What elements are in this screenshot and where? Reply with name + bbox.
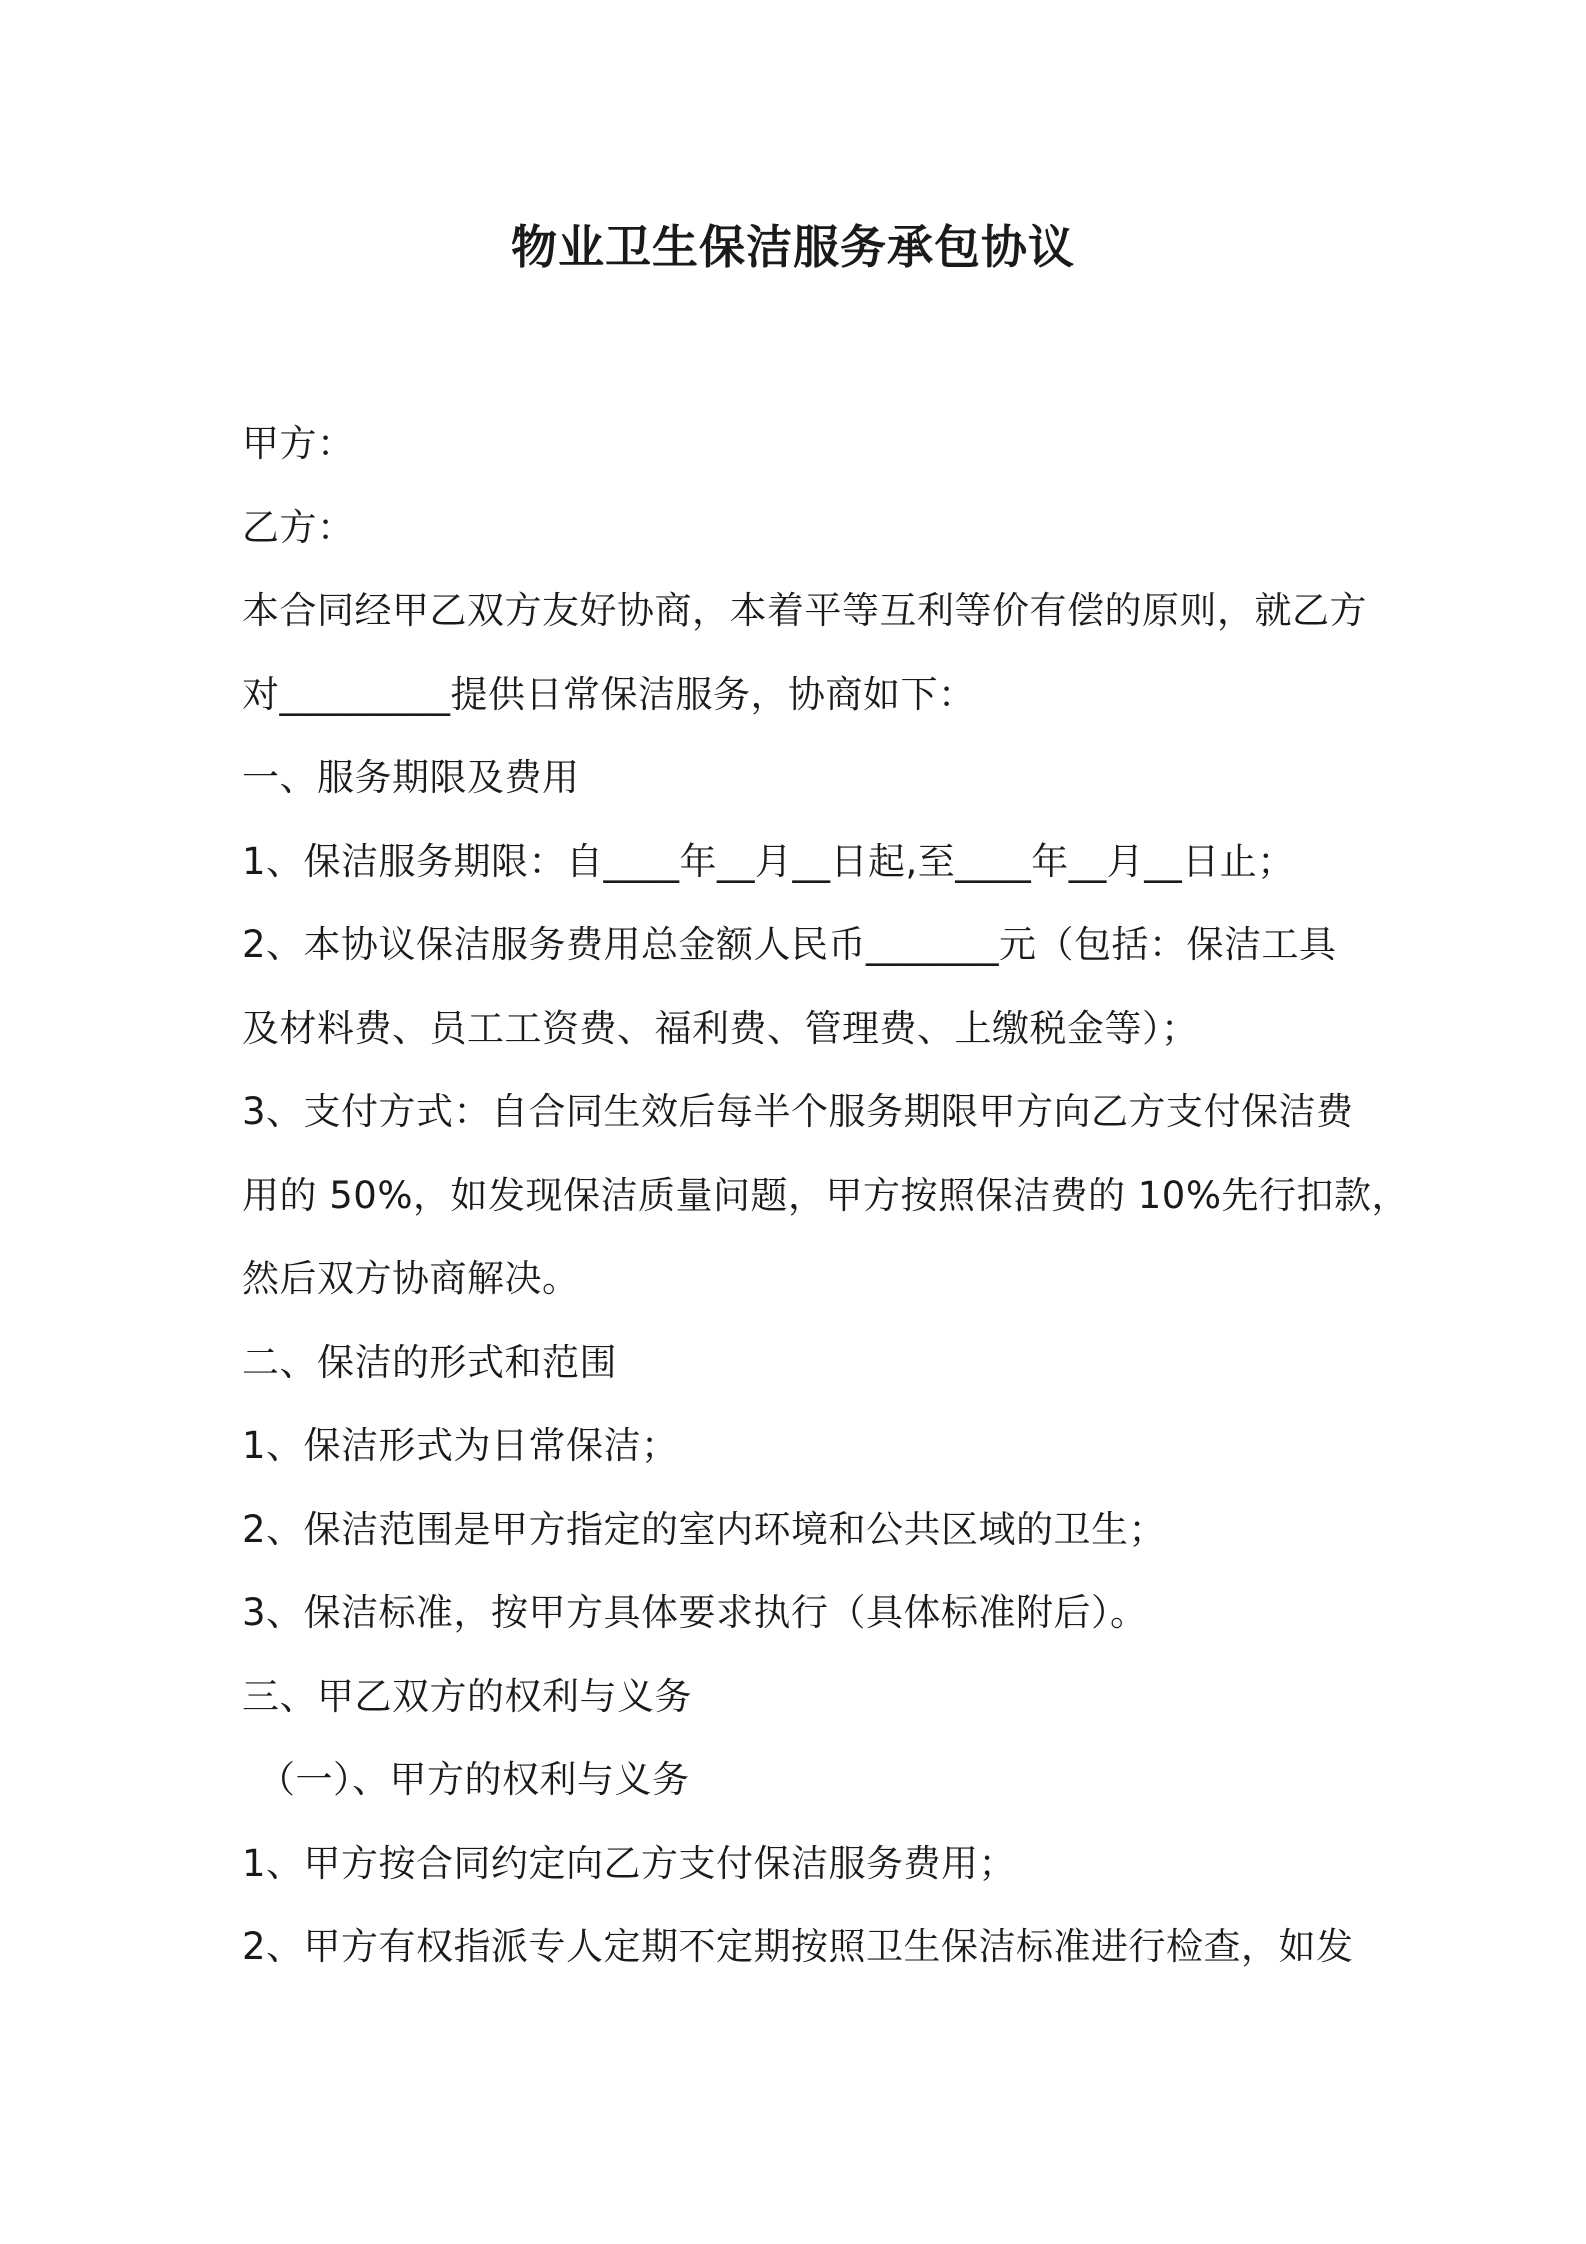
clause-1-3-cont: 用的 50%，如发现保洁质量问题，甲方按照保洁费的 10%先行扣款， [242, 1173, 1409, 1217]
clause-1-2: 2、本协议保洁服务费用总金额人民币_______元（包括：保洁工具 [242, 923, 1337, 966]
clause-1-3-end: 然后双方协商解决。 [242, 1257, 580, 1300]
section-heading-1: 一、服务期限及费用 [242, 756, 580, 799]
party-b-line: 乙方： [242, 505, 355, 549]
party-a-line: 甲方： [242, 422, 355, 465]
preamble-line-2: 对_________提供日常保洁服务，协商如下： [242, 672, 976, 716]
section-heading-2: 二、保洁的形式和范围 [242, 1340, 617, 1384]
clause-1-2-cont: 及材料费、员工工资费、福利费、管理费、上缴税金等）； [242, 1006, 1199, 1050]
clause-2-3: 3、保洁标准，按甲方具体要求执行（具体标准附后）。 [242, 1591, 1148, 1634]
clause-3-1-2: 2、甲方有权指派专人定期不定期按照卫生保洁标准进行检查，如发 [242, 1925, 1354, 1968]
document-title: 物业卫生保洁服务承包协议 [511, 220, 1075, 274]
clause-1-3: 3、支付方式：自合同生效后每半个服务期限甲方向乙方支付保洁费 [242, 1090, 1354, 1133]
clause-2-1: 1、保洁形式为日常保洁； [242, 1424, 679, 1467]
clause-2-2: 2、保洁范围是甲方指定的室内环境和公共区域的卫生； [242, 1507, 1167, 1551]
clause-3-1-1: 1、甲方按合同约定向乙方支付保洁服务费用； [242, 1841, 1017, 1885]
section-heading-3: 三、甲乙双方的权利与义务 [242, 1674, 692, 1718]
subsection-heading-3-1: （一）、甲方的权利与义务 [258, 1758, 690, 1801]
preamble-line-1: 本合同经甲乙双方友好协商，本着平等互利等价有偿的原则，就乙方 [242, 589, 1367, 632]
clause-1-1: 1、保洁服务期限：自____年__月__日起,至____年__月__日止； [242, 839, 1295, 883]
document-body [242, 402, 1409, 1989]
